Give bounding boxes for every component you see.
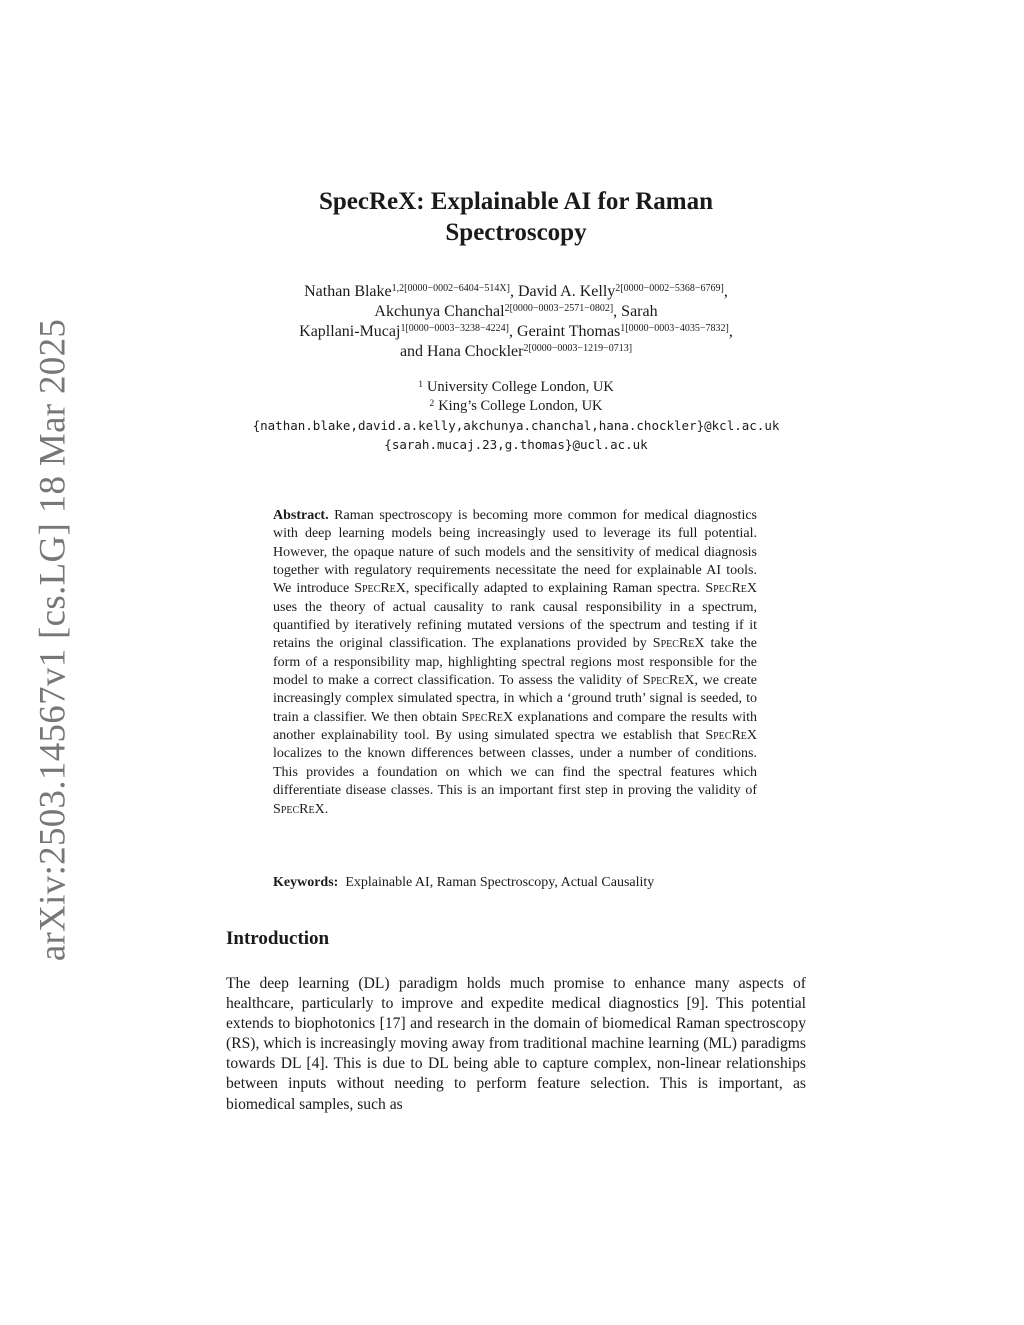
author-name-last: Kapllani-Mucaj <box>299 323 401 340</box>
author-orcid: [0000−0003−4035−7832] <box>625 323 729 334</box>
abstract-text: Raman spectroscopy is becoming more common for medical diagnostics with deep learning models being increasingly used to leverage its full potential. However, the opaque nature of such models and the sensitivity of medical diagnosis together with regulatory requirements necessitate the need for explainable AI tools. We introduce <box>273 508 757 597</box>
abstract-label: Abstract. <box>273 508 329 523</box>
author-name: Geraint Thomas <box>517 323 621 340</box>
author-orcid: [0000−0002−5368−6769] <box>620 283 724 294</box>
tool-name: SpecReX <box>705 581 757 597</box>
affiliation-number: 2 <box>429 399 435 409</box>
author-affil: 1 <box>400 323 406 334</box>
arxiv-identifier-stamp <box>28 318 78 962</box>
affiliation-name: University College London, UK <box>426 379 614 395</box>
author-orcid: [0000−0003−1219−0713] <box>528 343 633 354</box>
author-line-1: Nathan Blake$^{1,2[0000-0002-6404-514X]}$, David A. Kelly$^{2[0000-0002-5368-6769]}$, <box>304 283 728 300</box>
author-orcid: [0000−0003−3238−4224] <box>405 323 510 334</box>
abstract-text: explanations and compare the results with another explainability tool. By using simulated spectra we establish that <box>273 709 757 744</box>
arxiv-stamp-text: arXiv:2503.14567v1 [cs.LG] 18 Mar 2025 <box>32 318 74 962</box>
author-line-2: Akchunya Chanchal$^{2[0000-0003-2571-0802]}$, Sarah <box>374 303 658 320</box>
abstract <box>273 507 757 819</box>
tool-name: SpecReX <box>642 673 695 689</box>
author-affil: 1,2 <box>391 283 405 294</box>
title-line-1: SpecReX: Explainable AI for Raman <box>318 188 713 215</box>
abstract-text: localizes to the known differences between classes, under a number of conditions. This provides a foundation on which we can find the spectral features which differentiate disease classes. This is an important first step in proving the validity of <box>273 746 757 799</box>
tool-name: SpecReX <box>354 581 406 597</box>
email-line-2[interactable]: {sarah.mucaj.23,g.thomas}@ucl.ac.uk <box>384 437 648 452</box>
author-affil: 1 <box>620 323 626 334</box>
paper-title <box>226 186 806 248</box>
tool-name: SpecReX <box>705 728 757 744</box>
author-name: David A. Kelly <box>517 283 616 300</box>
affiliations <box>226 378 806 454</box>
author-line-4 <box>226 342 806 362</box>
introduction-paragraph: The deep learning (DL) paradigm holds much promise to enhance many aspects of healthcare, particularly to improve and expedite medical diagnostics [9]. This potential extends to biophotonics [17] and research in the domain of biomedical Raman spectroscopy (RS), which is increasingly moving away from traditional machine learning (ML) paradigms towards DL [4]. This is due to DL being able to capture complex, non-linear relationships between inputs without needing to perform feature selection. This is important, as biomedical samples, such as <box>226 975 806 1113</box>
keywords <box>273 874 757 892</box>
author-orcid: [0000−0003−2571−0802] <box>509 303 614 314</box>
abstract-text: . <box>324 801 329 817</box>
tool-name: SpecReX <box>652 636 705 652</box>
abstract-text: take the form of a responsibility map, highlighting spectral regions most responsible for the model to make a correct classification. To assess the validity of <box>273 636 757 689</box>
author-affil: 2 <box>615 283 621 294</box>
author-list <box>226 282 806 362</box>
author-affil: 2 <box>504 303 510 314</box>
email-line-1[interactable]: {nathan.blake,david.a.kelly,akchunya.chanchal,hana.chockler}@kcl.ac.uk <box>252 418 780 433</box>
and-word: and <box>399 343 424 360</box>
keywords-text: Explainable AI, Raman Spectroscopy, Actual Causality <box>345 875 655 890</box>
abstract-text: uses the theory of actual causality to rank causal responsibility in a spectrum, quantified by iteratively refining mutated versions of the spectrum and testing if it retains the original classification. The explanations provided by <box>273 599 757 652</box>
author-name: Nathan Blake <box>304 283 392 300</box>
author-affil: 2 <box>523 343 529 354</box>
tool-name: SpecReX <box>461 709 514 725</box>
keywords-label: Keywords: <box>273 875 339 890</box>
abstract-text: , specifically adapted to explaining Raman spectra. <box>405 581 706 597</box>
author-name: Akchunya Chanchal <box>374 303 505 320</box>
author-orcid: [0000−0002−6404−514X] <box>404 283 510 294</box>
title-line-2: Spectroscopy <box>445 219 587 246</box>
abstract-text: , we create increasingly complex simulated spectra, in which a ‘ground truth’ signal is seeded, to train a classifier. We then obtain <box>273 673 758 725</box>
author-name: Hana Chockler <box>427 343 524 360</box>
author-line-3: Kapllani-Mucaj$^{1[0000-0003-3238-4224]}$, Geraint Thomas$^{1[0000-0003-4035-7832]}$, <box>299 323 733 340</box>
tool-name: SpecReX <box>273 801 325 817</box>
affiliation-2 <box>226 397 806 416</box>
affiliation-1 <box>226 378 806 397</box>
affiliation-number: 1 <box>418 380 423 390</box>
affiliation-name: King’s College London, UK <box>438 398 603 414</box>
author-name-first: Sarah <box>621 303 658 320</box>
section-heading-introduction: Introduction <box>226 928 330 949</box>
